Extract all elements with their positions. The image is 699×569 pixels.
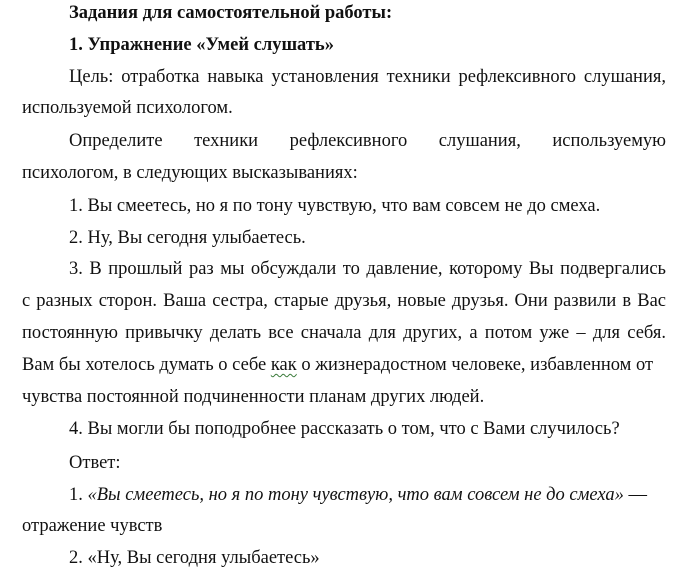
- exercise-title: 1. Упражнение «Умей слушать»: [69, 35, 334, 55]
- goal-line-1: Цель: отработка навыка установления техники рефлексивного слушания,: [69, 67, 666, 87]
- statement-1: 1. Вы смеетесь, но я по тону чувствую, что вам совсем не до смеха.: [69, 196, 601, 216]
- answer-1-number: 1.: [69, 485, 88, 505]
- goal-line-2: используемой психологом.: [22, 98, 233, 118]
- task-line-1: Определите техники рефлексивного слушания, используемую: [69, 131, 666, 151]
- statement-3-line-4-end: о жизнерадостном человеке, избавленном от: [296, 355, 654, 375]
- answer-1-line-1: [69, 484, 666, 506]
- statement-3-line-1: 3. В прошлый раз мы обсуждали то давление, которому Вы подвергались: [69, 259, 666, 279]
- statement-4: 4. Вы могли бы поподробнее рассказать о том, что с Вами случилось?: [69, 419, 620, 439]
- statement-3-line-2: с разных сторон. Ваша сестра, старые друзья, новые друзья. Они развили в Вас: [22, 291, 666, 311]
- answer-1-line-2: отражение чувств: [22, 516, 163, 536]
- section-heading: Задания для самостоятельной работы:: [69, 3, 393, 23]
- statement-2: 2. Ну, Вы сегодня улыбаетесь.: [69, 228, 306, 248]
- statement-3-line-4-start: Вам бы хотелось думать о себе: [22, 355, 271, 375]
- statement-3-line-3: постоянную привычку делать все сначала для других, а потом уже – для себя.: [22, 323, 666, 343]
- answer-2-partial: 2. «Ну, Вы сегодня улыбаетесь»: [69, 548, 320, 568]
- answer-1-dash: —: [623, 485, 647, 505]
- answer-1-quote: «Вы смеетесь, но я по тону чувствую, что вам совсем не до смеха»: [87, 485, 624, 505]
- statement-3-line-5: чувства постоянной подчиненности планам других людей.: [22, 387, 485, 407]
- statement-3-line-4: [22, 354, 666, 376]
- answer-label: Ответ:: [69, 453, 121, 473]
- task-line-2: психологом, в следующих высказываниях:: [22, 163, 358, 183]
- spellcheck-underlined-word: как: [270, 355, 297, 375]
